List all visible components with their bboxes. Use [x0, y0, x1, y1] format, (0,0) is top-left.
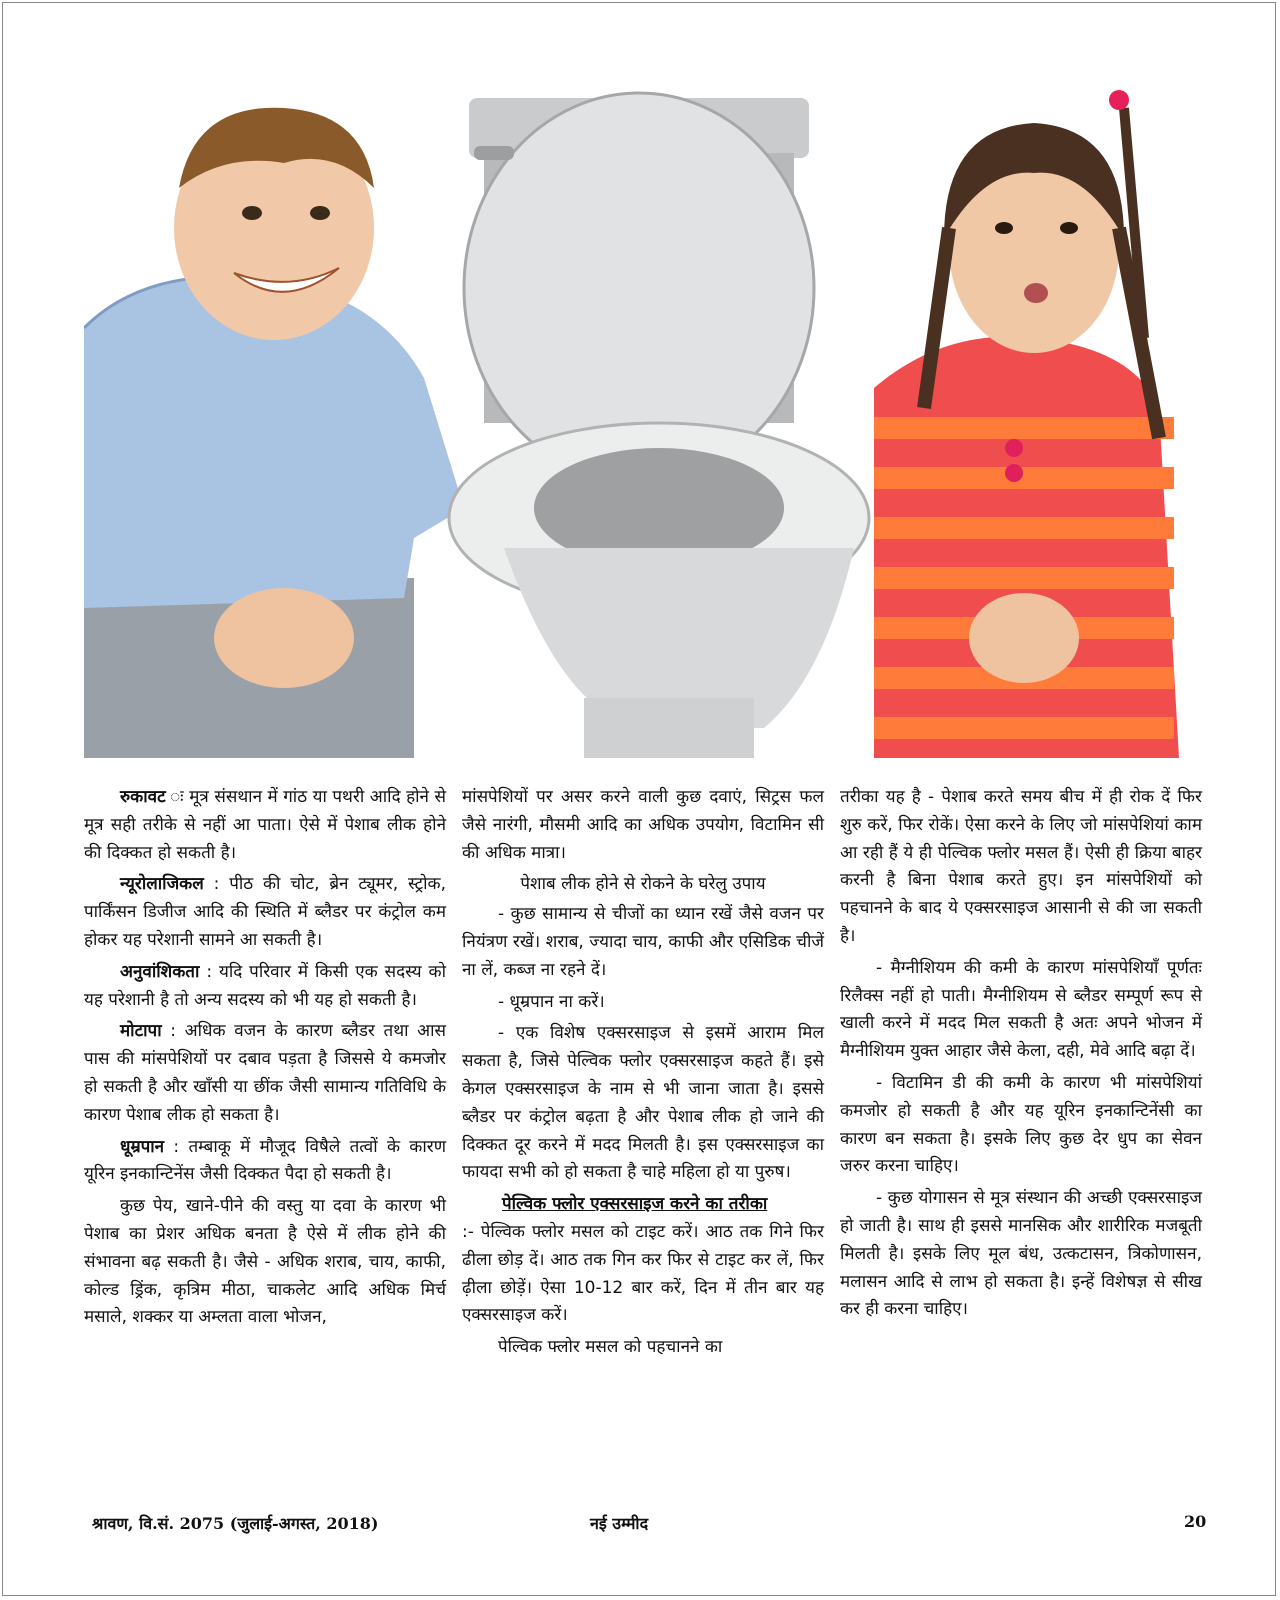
article-column-1 — [84, 784, 446, 1336]
footer-issue-date: श्रावण, वि.सं. 2075 (जुलाई-अगस्त, 2018) — [92, 1514, 379, 1533]
paragraph-medicines: मांसपेशियों पर असर करने वाली कुछ दवाएं, सिट्रस फल जैसे नारंगी, मौसमी आदि का अधिक उपयोग, विटामिन सी की अधिक मात्रा। — [462, 787, 824, 863]
hero-illustration — [84, 78, 1204, 758]
term-neurological: न्यूरोलाजिकल — [120, 874, 204, 895]
section-subheading-home-remedies: पेशाब लीक होने से रोकने के घरेलु उपाय — [520, 874, 766, 895]
toilet-illustration — [449, 93, 869, 758]
paragraph-heredity: अनुवांशिकता : यदि परिवार में किसी एक सदस्य को यह परेशानी है तो अन्य सदस्य को भी यह हो सकती है। — [84, 961, 446, 1010]
paragraph-drinks: कुछ पेय, खाने-पीने की वस्तु या दवा के कारण भी पेशाब का प्रेशर अधिक बनता है ऐसे में लीक होने की संभावना बढ़ सकती है। जैसे - अधिक शराब, चाय, काफी, कोल्ड ड्रिंक, कृत्रिम मीठा, चाकलेट आदि अधिक मिर्च मसाले, शक्कर या अम्लता वाला भोजन, — [84, 1196, 446, 1328]
boy-figure — [84, 108, 464, 758]
paragraph-obesity: मोटापा : अधिक वजन के कारण ब्लैडर तथा आस पास की मांसपेशियों पर दबाव पड़ता है जिससे ये कमजोर हो सकती है और खाँसी या छींक जैसी सामान्य गतिविधि के कारण पेशाब लीक हो सकता है। — [84, 1021, 446, 1125]
paragraph-remedy-no-smoking: - धूम्रपान ना करें। — [498, 991, 605, 1012]
article-column-2 — [462, 784, 824, 1366]
paragraph-neurological: न्यूरोलाजिकल : पीठ की चोट, ब्रेन ट्यूमर, स्ट्रोक, पार्किंसन डिजीज आदि की स्थिति में ब्लैडर पर कंट्रोल कम होकर यह परेशानी सामने आ सकती है। — [84, 874, 446, 950]
article-column-3 — [840, 784, 1202, 1328]
paragraph-yoga: - कुछ योगासन से मूत्र संस्थान की अच्छी एक्सरसाइज हो जाती है। साथ ही इससे मानसिक और शारीरिक मजबूती मिलती है। इसके लिए मूल बंध, उत्कटासन, त्रिकोणासन, मलासन आदि से लाभ हो सकता है। इन्हें विशेषज्ञ से सीख कर ही करना चाहिए। — [840, 1188, 1202, 1320]
paragraph-identify-method: तरीका यह है - पेशाब करते समय बीच में ही रोक दें फिर शुरु करें, फिर रोकें। ऐसा करने के लिए जो मांसपेशियां काम आ रही हैं ये ही पेल्विक फ्लोर मसल हैं। ऐसी ही क्रिया बाहर करनी है बिना पेशाब करते हुए। इन मांसपेशियों को पहचानने के बाद ये एक्सरसाइज आसानी से की जा सकती है। — [840, 787, 1202, 946]
paragraph-smoking: धूम्रपान : तम्बाकू में मौजूद विषैले तत्वों के कारण यूरिन इनकान्टिनेंस जैसी दिक्कत पैदा हो सकती है। — [84, 1136, 446, 1185]
paragraph-exercise-steps: :- पेल्विक फ्लोर मसल को टाइट करें। आठ तक गिने फिर ढीला छोड़ दें। आठ तक गिन कर फिर से टाइट कर लें, फिर ढ़ीला छोड़ें। ऐसा 10-12 बार करें, दिन में तीन बार यह एक्सरसाइज करें। — [462, 1221, 824, 1326]
girl-figure — [874, 90, 1179, 758]
term-heredity: अनुवांशिकता — [120, 961, 200, 982]
paragraph-vitamin-d: - विटामिन डी की कमी के कारण भी मांसपेशियां कमजोर हो सकती है और यह यूरिन इनकान्टिनेंसी का कारण बन सकता है। इसके लिए कुछ देर धुप का सेवन जरुर करना चाहिए। — [840, 1072, 1202, 1177]
paragraph-identify-muscle: पेल्विक फ्लोर मसल को पहचानने का — [498, 1337, 723, 1358]
paragraph-remedy-exercise: - एक विशेष एक्सरसाइज से इसमें आराम मिल सकता है, जिसे पेल्विक फ्लोर एक्सरसाइज कहते हैं। इसे केगल एक्सरसाइज के नाम से भी जाना जाता है। इससे ब्लैडर पर कंट्रोल बढ़ता है और पेशाब लीक हो जाने की दिक्कत दूर करने में मदद मिलती है। इस एक्सरसाइज का फायदा सभी को हो सकता है चाहे महिला हो या पुरुष। — [462, 1023, 824, 1183]
footer-magazine-name: नई उम्मीद — [590, 1514, 649, 1533]
paragraph-remedy-general: - कुछ सामान्य से चीजों का ध्यान रखें जैसे वजन पर नियंत्रण रखें। शराब, ज्यादा चाय, काफी और एसिडिक चीजें ना लें, कब्ज ना रहने दें। — [462, 904, 824, 980]
section-heading-exercise-method: पेल्विक फ्लोर एक्सरसाइज करने का तरीका — [502, 1194, 768, 1215]
term-rukawat: रुकावट — [120, 787, 166, 807]
paragraph-rukawat: रुकावट ः मूत्र संसथान में गांठ या पथरी आदि होने से मूत्र सही तरीके से नहीं आ पाता। ऐसे में पेशाब लीक होने की दिक्कत हो सकती है। — [84, 787, 447, 863]
article-body — [84, 784, 1204, 1474]
term-smoking: धूम्रपान — [120, 1136, 165, 1157]
term-obesity: मोटापा — [120, 1021, 162, 1042]
footer-page-number: 20 — [1184, 1512, 1207, 1531]
paragraph-magnesium: - मैग्नीशियम की कमी के कारण मांसपेशियाँ पूर्णतः रिलैक्स नहीं हो पाती। मैग्नीशियम से ब्लैडर सम्पूर्ण रूप से खाली करने में मदद मिल सकती है अतः अपने भोजन में मैग्नीशियम युक्त आहार जैसे केला, दही, मेवे आदि बढ़ा दें। — [840, 957, 1202, 1062]
